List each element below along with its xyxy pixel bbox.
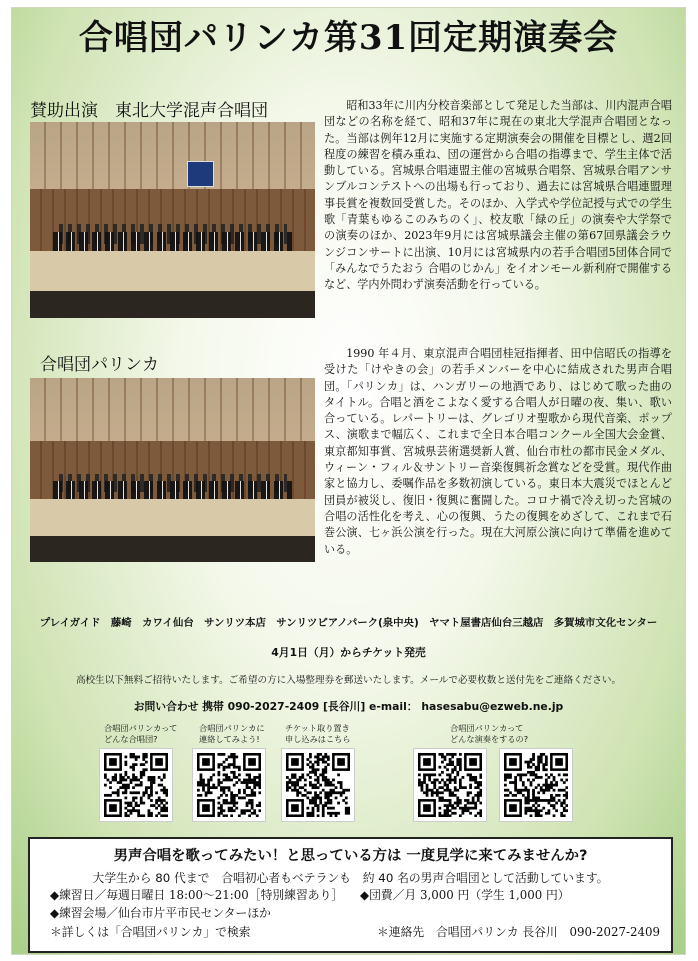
recruit-contact: ＊連絡先 合唱団パリンカ 長谷川 090-2027-2409 <box>377 925 661 939</box>
host-description: 1990 年４月、東京混声合唱団桂冠指揮者、田中信昭氏の指導を受けた「けやきの会」の若手メンバーを中心に結成された男声合唱団。「パリンカ」は、ハンガリーの地酒であり、はじめて歌った曲のタイトル。合唱と酒をこよなく愛する合唱人が日曜の夜、集い、歌い合っている。レパートリーは、グレゴリオ聖歌から現代音楽、ポップス、演歌まで幅広く、これまで全日本合唱コンクール全国大会金賞、東京都知事賞、宮城県芸術選奨新人賞、仙台市杜の都市民金メダル、ウィーン・フィル＆サントリー音楽復興祈念賞などを受賞。現代作曲家と協力し、委嘱作品を多数初演している。東日本大震災でほとんど団員が被災し、復旧・復興に奮闘した。コロナ禍で冷え切った宮城の合唱の活性化を考え、心の復興、うたの復興をめざして、これまで石巻公演、七ヶ浜公演を行った。現在大河原公演に向けて準備を進めている。 <box>324 347 672 556</box>
qr-code-performance-2[interactable] <box>500 749 572 821</box>
recruit-subline: 大学生から 80 代まで 合唱初心者もベテランも 約 40 名の男声合唱団として活動しています。 <box>92 871 609 885</box>
inquiry-name: [長谷川] <box>323 700 366 713</box>
membership-fee: ◆団費／月 3,000 円（学生 1,000 円） <box>360 888 570 902</box>
qr-code-performance[interactable] <box>414 749 486 821</box>
playguide-line: プレイガイド 藤崎 カワイ仙台 サンリツ本店 サンリツピアノパーク(泉中央) ヤマト屋書店仙台三越店 多賀城市文化センター <box>39 617 658 629</box>
practice-day: ◆練習日／毎週日曜日 18:00～21:00［特別練習あり］ <box>50 888 344 902</box>
poster <box>12 8 685 954</box>
search-hint: ＊詳しくは「合唱団パリンカ」で検索 <box>50 925 251 939</box>
guest-description: 昭和33年に川内分校音楽部として発足した当部は、川内混声合唱団などの名称を経て、昭和37年に現在の東北大学混声合唱団となった。当部は例年12月に実施する定期演奏会の開催を目標とし、週2回程度の練習を積み重ね、団の運営から合唱の指導まで、学生主体で活動している。宮城県合唱連盟主催の宮城県合唱祭、宮城県合唱アンサンブルコンテストへの出場も行っており、過去には宮城県合唱連盟理事長賞を複数回受賞した。そのほか、入学式や学位記授与式での学生歌「青葉もゆるこのみちのく」、校友歌「緑の丘」の演奏や大学祭での演奏のほか、2023年9月には宮城県議会主催の第67回県議会ラウンジコンサートに出演、10月には宮城県内の若手合唱団5団体合同で「みんなでうたおう 合唱のじかん」をイオンモール新利府で開催するなど、学内外問わず演奏活動を行っている。 <box>324 99 672 292</box>
guest-heading: 賛助出演 東北大学混声合唱団 <box>30 101 268 121</box>
ticket-release-line: 4月1日（月）からチケット発売 <box>271 646 426 659</box>
host-heading: 合唱団パリンカ <box>40 355 159 375</box>
qr-code-about[interactable] <box>100 749 172 821</box>
qr-code-contact[interactable] <box>193 749 265 821</box>
practice-venue: ◆練習会場／仙台市片平市民センターほか <box>50 906 271 920</box>
host-choir-photo <box>30 378 315 562</box>
qr-label-performance: 合唱団パリンカって どんな演奏をするの? <box>450 723 529 744</box>
inquiry-label: お問い合わせ 携帯 <box>133 700 224 713</box>
inquiry-line <box>12 699 685 714</box>
qr-label-contact: 合唱団パリンカに 連絡してみよう! <box>199 723 265 744</box>
student-note-line: 高校生以下無料ご招待いたします。ご希望の方に入場整理券を郵送いたします。メールで必要枚数と送付先をご連絡ください。 <box>75 675 622 686</box>
recruit-headline: 男声合唱を歌ってみたい！と思っている方は 一度見学に来てみませんか? <box>113 848 588 864</box>
poster-title: 合唱団パリンカ第31回定期演奏会 <box>78 18 619 58</box>
inquiry-email[interactable]: hasesabu@ezweb.ne.jp <box>421 700 564 713</box>
qr-label-ticket: チケット取り置き 申し込みはこちら <box>285 723 351 744</box>
qr-code-ticket[interactable] <box>282 749 354 821</box>
inquiry-phone[interactable]: 090-2027-2409 <box>227 700 320 713</box>
qr-label-about: 合唱団パリンカって どんな合唱団? <box>104 723 178 744</box>
recruit-box <box>28 837 673 953</box>
guest-choir-photo <box>30 122 315 318</box>
inquiry-email-label: e-mail： <box>369 700 418 713</box>
